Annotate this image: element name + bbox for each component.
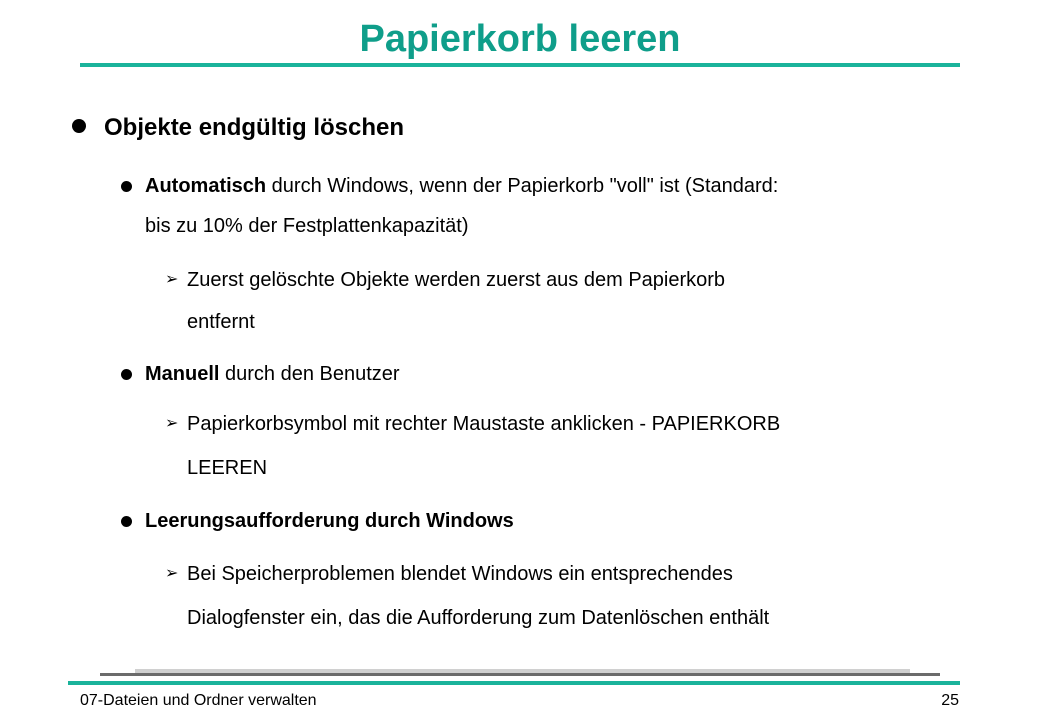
footer-chapter: 07-Dateien und Ordner verwalten	[80, 692, 317, 709]
item-text: LEEREN	[187, 457, 268, 479]
sub-list-item-continued	[187, 446, 987, 490]
item-text: Bei Speicherproblemen blendet Windows ein entsprechendes	[187, 563, 733, 585]
item-text: Zuerst gelöschte Objekte werden zuerst aus dem Papierkorb	[187, 269, 726, 291]
item-bold: Automatisch	[145, 175, 267, 197]
sub-list-item	[165, 552, 987, 596]
main-heading: Objekte endgültig löschen	[104, 114, 405, 141]
sub-list-item-continued	[187, 300, 987, 344]
page-number: 25	[941, 692, 959, 709]
sub-list-item	[165, 402, 987, 446]
item-text: Dialogfenster ein, das die Aufforderung zum Datenlöschen enthält	[187, 607, 770, 629]
bullet-dot-icon	[121, 181, 132, 192]
footer-divider	[100, 673, 940, 676]
list-item-continued	[145, 204, 1005, 248]
list-item	[145, 499, 1005, 543]
bullet-dot-icon	[72, 119, 86, 133]
footer-accent-line	[68, 681, 960, 685]
arrow-bullet-icon: ➢	[165, 271, 179, 288]
slide-title: Papierkorb leeren	[359, 18, 681, 60]
sub-list-item-continued	[187, 596, 987, 640]
bullet-dot-icon	[121, 516, 132, 527]
item-bold: Manuell	[145, 363, 220, 385]
item-text: Papierkorbsymbol mit rechter Maustaste anklicken - PAPIERKORB	[187, 413, 781, 435]
list-item	[145, 164, 1005, 208]
arrow-bullet-icon: ➢	[165, 565, 179, 582]
item-text: durch Windows, wenn der Papierkorb "voll" ist (Standard:	[266, 175, 779, 197]
item-text: bis zu 10% der Festplattenkapazität)	[145, 215, 469, 237]
item-text: entfernt	[187, 311, 255, 333]
bullet-dot-icon	[121, 369, 132, 380]
list-item	[145, 352, 1005, 396]
main-bullet	[72, 111, 404, 145]
item-bold: Leerungsaufforderung durch Windows	[145, 510, 514, 532]
title-underline	[80, 63, 960, 67]
arrow-bullet-icon: ➢	[165, 415, 179, 432]
sub-list-item	[165, 258, 987, 302]
item-text: durch den Benutzer	[219, 363, 400, 385]
